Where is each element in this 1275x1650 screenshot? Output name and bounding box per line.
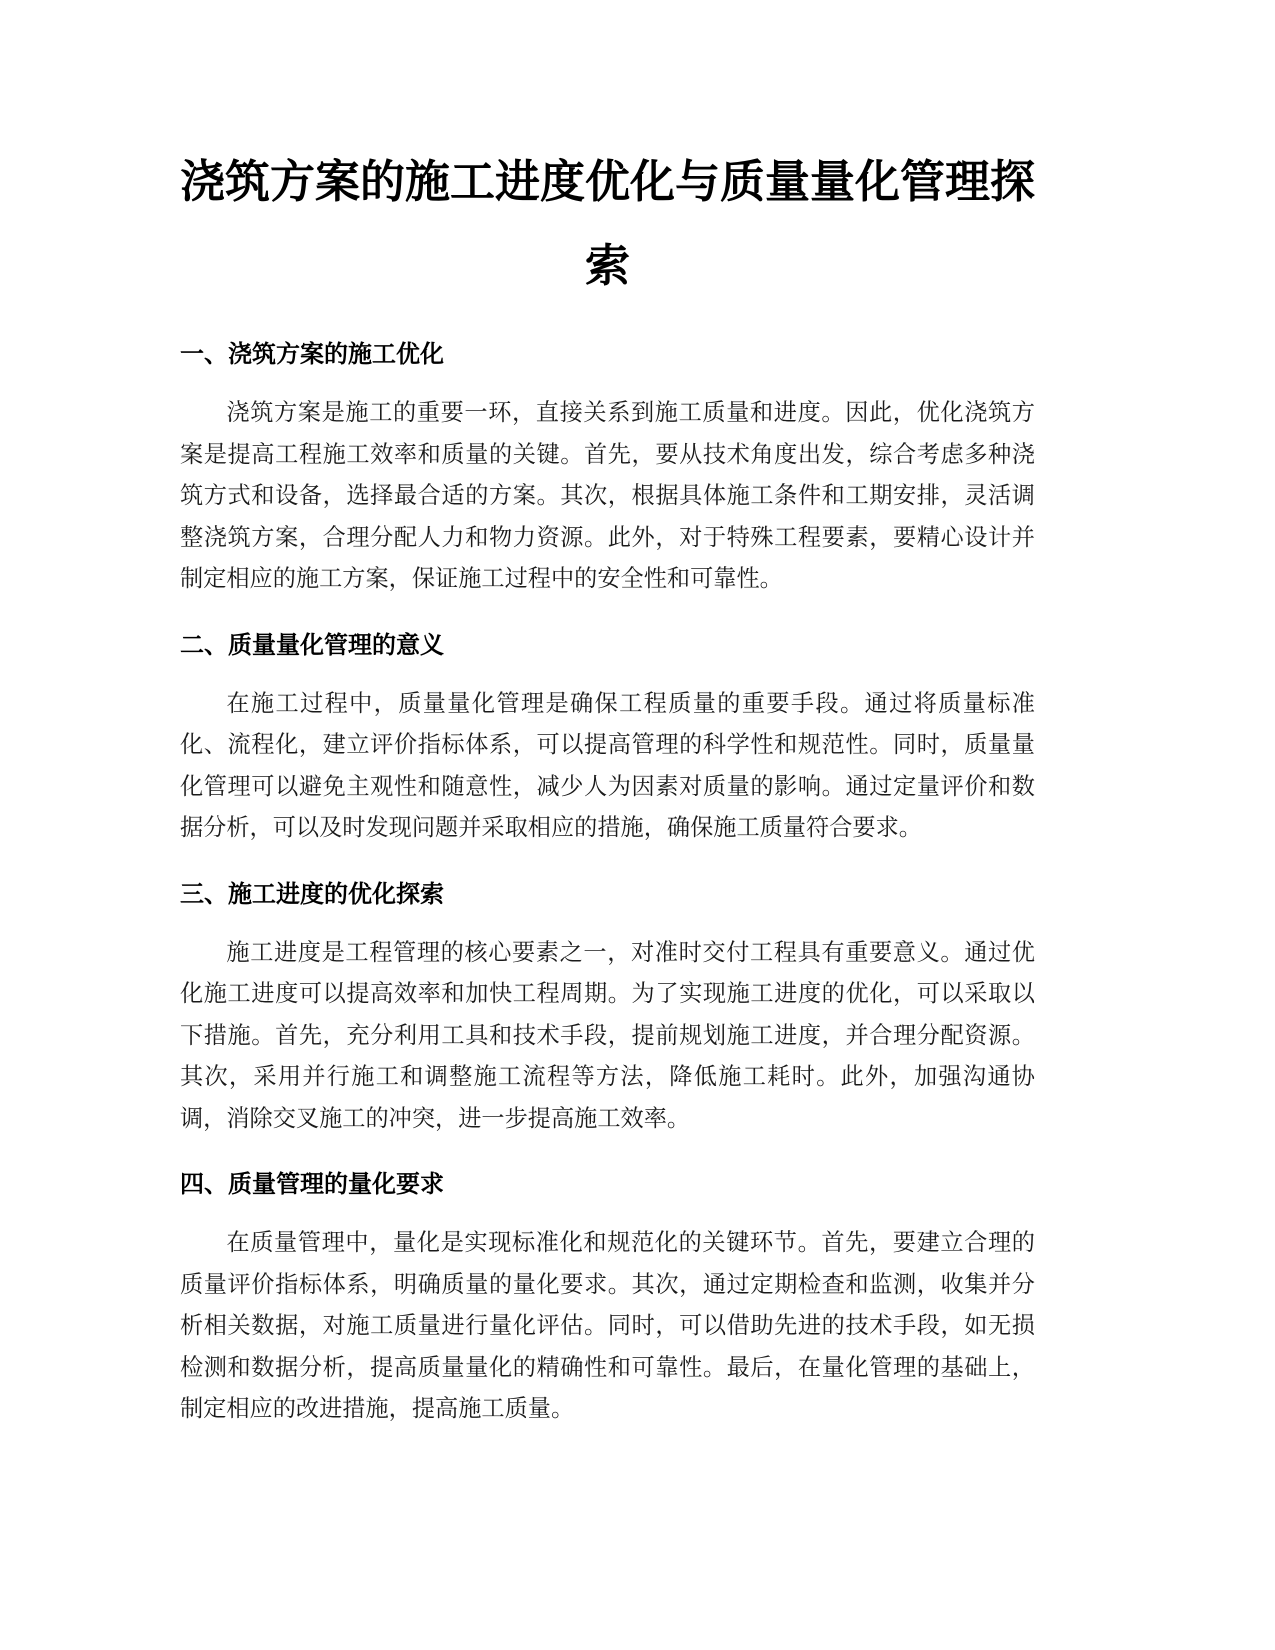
section-heading: 二、质量量化管理的意义	[180, 630, 444, 659]
section-1	[180, 336, 1035, 600]
section-heading: 三、施工进度的优化探索	[180, 879, 444, 908]
section-4	[180, 1166, 1035, 1430]
document-page	[180, 140, 1035, 1430]
section-paragraph: 在质量管理中，量化是实现标准化和规范化的关键环节。首先，要建立合理的质量评价指标体系，明确质量的量化要求。其次，通过定期检查和监测，收集并分析相关数据，对施工质量进行量化评估。同时，可以借助先进的技术手段，如无损检测和数据分析，提高质量量化的精确性和可靠性。最后，在量化管理的基础上，制定相应的改进措施，提高施工质量。	[180, 1229, 1035, 1422]
section-2	[180, 627, 1035, 849]
section-spacer	[180, 600, 1035, 627]
section-heading: 一、浇筑方案的施工优化	[180, 340, 444, 368]
section-paragraph: 浇筑方案是施工的重要一环，直接关系到施工质量和进度。因此，优化浇筑方案是提高工程施工效率和质量的关键。首先，要从技术角度出发，综合考虑多种浇筑方式和设备，选择最合适的方案。其次，根据具体施工条件和工期安排，灵活调整浇筑方案，合理分配人力和物力资源。此外，对于特殊工程要素，要精心设计并制定相应的施工方案，保证施工过程中的安全性和可靠性。	[180, 399, 1035, 592]
section-spacer	[180, 849, 1035, 876]
section-paragraph: 在施工过程中，质量量化管理是确保工程质量的重要手段。通过将质量标准化、流程化，建立评价指标体系，可以提高管理的科学性和规范性。同时，质量量化管理可以避免主观性和随意性，减少人为因素对质量的影响。通过定量评价和数据分析，可以及时发现问题并采取相应的措施，确保施工质量符合要求。	[180, 689, 1035, 841]
section-heading: 四、质量管理的量化要求	[180, 1170, 444, 1198]
section-3	[180, 876, 1035, 1140]
section-spacer	[180, 1139, 1035, 1166]
section-paragraph: 施工进度是工程管理的核心要素之一，对准时交付工程具有重要意义。通过优化施工进度可以提高效率和加快工程周期。为了实现施工进度的优化，可以采取以下措施。首先，充分利用工具和技术手段，提前规划施工进度，并合理分配资源。其次，采用并行施工和调整施工流程等方法，降低施工耗时。此外，加强沟通协调，消除交叉施工的冲突，进一步提高施工效率。	[180, 938, 1035, 1132]
document-title: 浇筑方案的施工进度优化与质量量化管理探索	[180, 155, 1036, 292]
